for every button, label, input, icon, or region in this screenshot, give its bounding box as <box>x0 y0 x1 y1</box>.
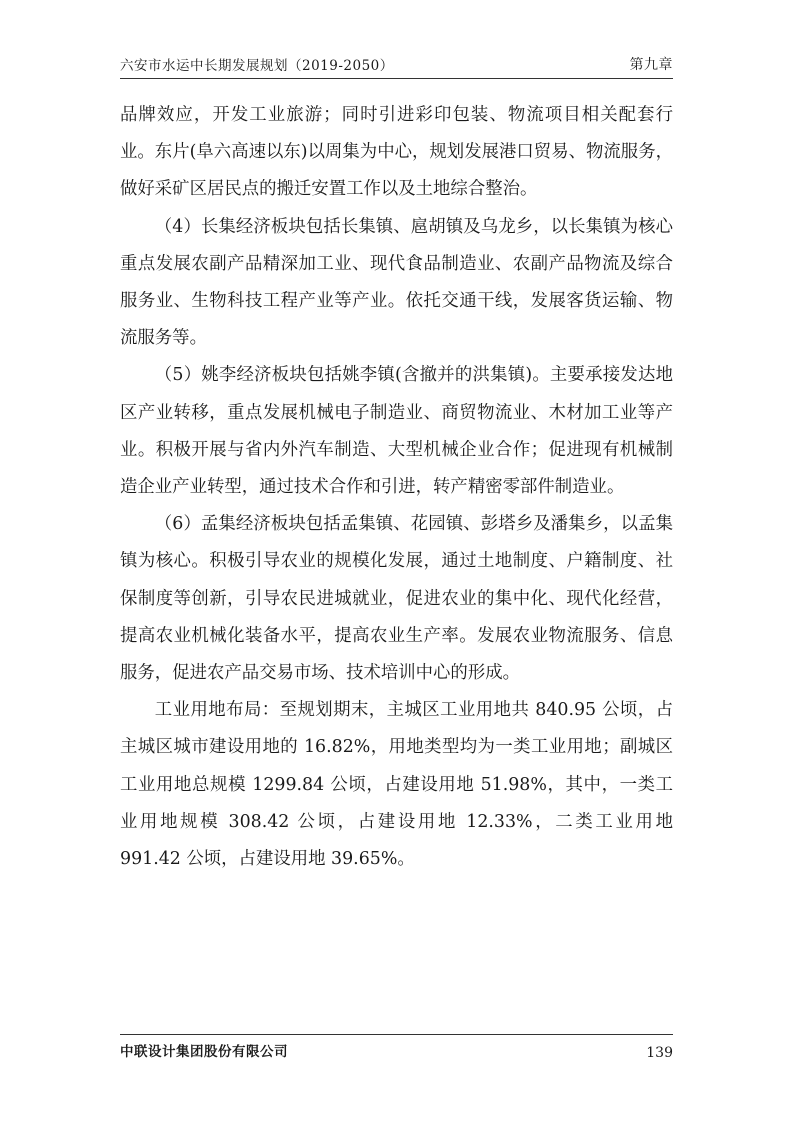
company-name: 中联设计集团股份有限公司 <box>120 1044 288 1060</box>
paragraph-industrial-land: 工业用地布局：至规划期末，主城区工业用地共 840.95 公顷，占主城区城市建设用地的 16.82%，用地类型均为一类工业用地；副城区工业用地总规模 1299.84 公顷，占建设用地 51.98%，其中，一类工业用地规模 308.42 公顷，占建设用地 12.33%，二类工业用地 991.42 公顷，占建设用地 39.65%。 <box>120 700 673 870</box>
paragraph-yaoli: （5）姚李经济板块包括姚李镇(含撤并的洪集镇)。主要承接发达地区产业转移，重点发展机械电子制造业、商贸物流业、木材加工业等产业。积极开展与省内外汽车制造、大型机械企业合作；促进现有机械制造企业产业转型，通过技术合作和引进，转产精密零部件制造业。 <box>120 365 673 498</box>
document-title: 六安市水运中长期发展规划（2019-2050） <box>120 58 394 74</box>
page-number: 139 <box>646 1045 673 1061</box>
chapter-label: 第九章 <box>629 57 673 73</box>
paragraph-changji: （4）长集经济板块包括长集镇、扈胡镇及乌龙乡，以长集镇为核心重点发展农副产品精深加工业、现代食品制造业、农副产品物流及综合服务业、生物科技工程产业等产业。依托交通干线，发展客货运输、物流服务等。 <box>120 216 673 349</box>
body-text <box>120 97 673 878</box>
footer-divider <box>120 1034 673 1035</box>
paragraph-continuation: 品牌效应，开发工业旅游；同时引进彩印包装、物流项目相关配套行业。东片(阜六高速以东)以周集为中心，规划发展港口贸易、物流服务，做好采矿区居民点的搬迁安置工作以及土地综合整治。 <box>120 105 673 200</box>
paragraph-mengji: （6）孟集经济板块包括孟集镇、花园镇、彭塔乡及潘集乡，以孟集镇为核心。积极引导农业的规模化发展，通过土地制度、户籍制度、社保制度等创新，引导农民进城就业，促进农业的集中化、现代化经营，提高农业机械化装备水平，提高农业生产率。发展农业物流服务、信息服务，促进农产品交易市场、技术培训中心的形成。 <box>120 514 673 684</box>
page-header <box>120 50 673 76</box>
header-divider <box>120 78 673 79</box>
